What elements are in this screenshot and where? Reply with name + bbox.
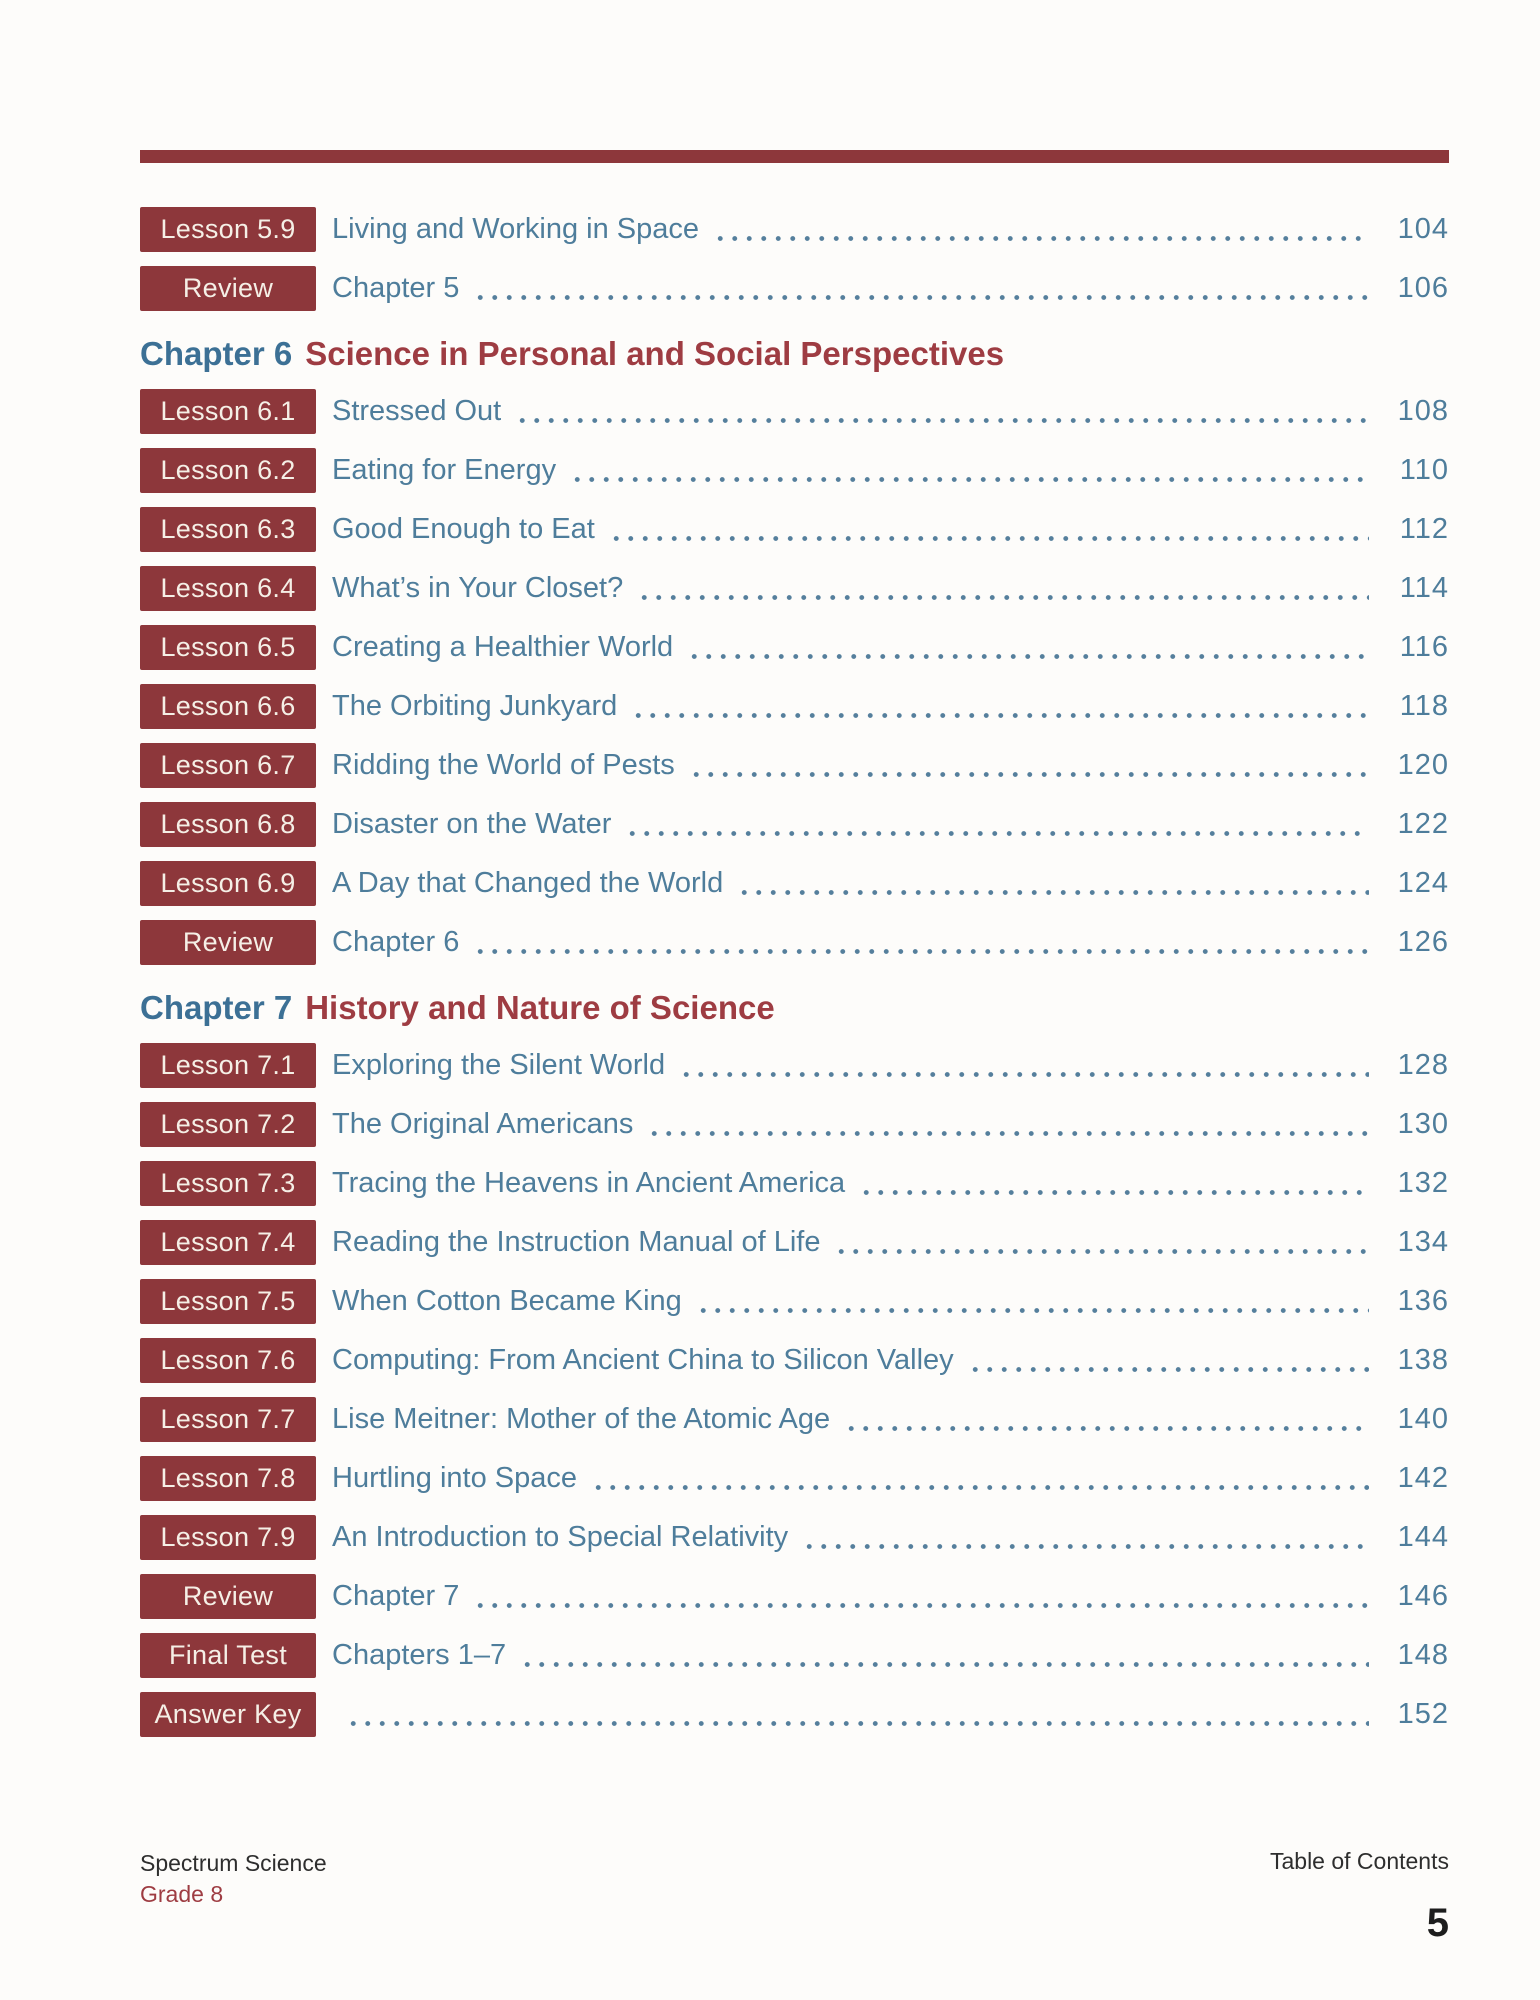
lesson-title: An Introduction to Special Relativity xyxy=(332,1521,789,1553)
dotted-leader xyxy=(844,1426,1369,1431)
lesson-page-number: 138 xyxy=(1397,1344,1449,1376)
toc-row xyxy=(140,1338,1449,1383)
lesson-title: Exploring the Silent World xyxy=(332,1049,666,1081)
lesson-title: Chapter 7 xyxy=(332,1580,460,1612)
lesson-page-number: 144 xyxy=(1397,1521,1449,1553)
section-label: Table of Contents xyxy=(1269,1848,1449,1874)
toc-row xyxy=(140,920,1449,965)
lesson-page-number: 118 xyxy=(1399,690,1449,722)
lesson-page-number: 104 xyxy=(1397,213,1449,245)
lesson-page-number: 124 xyxy=(1397,867,1449,899)
toc-row xyxy=(140,566,1449,611)
lesson-badge: Review xyxy=(140,920,316,965)
lesson-badge: Review xyxy=(140,266,316,311)
dotted-leader xyxy=(609,536,1369,541)
chapter-title: History and Nature of Science xyxy=(305,989,775,1026)
toc-row xyxy=(140,389,1449,434)
lesson-title: Creating a Healthier World xyxy=(332,631,674,663)
lesson-badge: Lesson 7.4 xyxy=(140,1220,316,1265)
lesson-page-number: 134 xyxy=(1397,1226,1449,1258)
lesson-page-number: 132 xyxy=(1397,1167,1449,1199)
dotted-leader xyxy=(520,1662,1369,1667)
top-rule-bar xyxy=(140,150,1449,163)
lesson-page-number: 142 xyxy=(1397,1462,1449,1494)
lesson-badge: Lesson 7.3 xyxy=(140,1161,316,1206)
dotted-leader xyxy=(687,654,1369,659)
lesson-title: Good Enough to Eat xyxy=(332,513,595,545)
lesson-title: Ridding the World of Pests xyxy=(332,749,675,781)
lesson-title: Hurtling into Space xyxy=(332,1462,578,1494)
lesson-page-number: 140 xyxy=(1397,1403,1449,1435)
toc-row xyxy=(140,1633,1449,1678)
lesson-page-number: 130 xyxy=(1397,1108,1449,1140)
lesson-badge: Review xyxy=(140,1574,316,1619)
dotted-leader xyxy=(515,418,1369,423)
toc-row xyxy=(140,1515,1449,1560)
chapter-heading xyxy=(140,987,1449,1029)
lesson-page-number: 106 xyxy=(1397,272,1449,304)
toc-row xyxy=(140,507,1449,552)
chapter-number: Chapter 7 xyxy=(140,989,293,1026)
toc-row xyxy=(140,1043,1449,1088)
lesson-badge: Lesson 6.1 xyxy=(140,389,316,434)
footer-left xyxy=(140,1848,327,1910)
toc-list xyxy=(140,207,1449,1737)
lesson-page-number: 148 xyxy=(1397,1639,1449,1671)
dotted-leader xyxy=(631,713,1369,718)
dotted-leader xyxy=(737,890,1369,895)
lesson-page-number: 120 xyxy=(1397,749,1449,781)
toc-row xyxy=(140,1692,1449,1737)
dotted-leader xyxy=(679,1072,1369,1077)
lesson-title: Disaster on the Water xyxy=(332,808,612,840)
lesson-title: Eating for Energy xyxy=(332,454,557,486)
toc-row xyxy=(140,448,1449,493)
grade-label: Grade 8 xyxy=(140,1881,224,1908)
lesson-title: Computing: From Ancient China to Silicon Valley xyxy=(332,1344,954,1376)
lesson-title: A Day that Changed the World xyxy=(332,867,724,899)
toc-row xyxy=(140,625,1449,670)
dotted-leader xyxy=(473,295,1369,300)
toc-row xyxy=(140,861,1449,906)
lesson-badge: Lesson 7.1 xyxy=(140,1043,316,1088)
toc-row xyxy=(140,1397,1449,1442)
dotted-leader xyxy=(591,1485,1369,1490)
lesson-title: Stressed Out xyxy=(332,395,502,427)
dotted-leader xyxy=(473,949,1369,954)
lesson-title: When Cotton Became King xyxy=(332,1285,682,1317)
page-footer xyxy=(140,1848,1449,1946)
dotted-leader xyxy=(834,1249,1369,1254)
dotted-leader xyxy=(637,595,1369,600)
lesson-title: Chapters 1–7 xyxy=(332,1639,507,1671)
lesson-title: The Original Americans xyxy=(332,1108,634,1140)
dotted-leader xyxy=(647,1131,1369,1136)
lesson-badge: Lesson 5.9 xyxy=(140,207,316,252)
dotted-leader xyxy=(473,1603,1369,1608)
lesson-badge: Lesson 7.7 xyxy=(140,1397,316,1442)
lesson-badge: Lesson 7.5 xyxy=(140,1279,316,1324)
lesson-page-number: 110 xyxy=(1399,454,1449,486)
toc-content xyxy=(140,150,1449,1751)
dotted-leader xyxy=(859,1190,1369,1195)
lesson-page-number: 112 xyxy=(1399,513,1449,545)
chapter-heading xyxy=(140,333,1449,375)
lesson-title: The Orbiting Junkyard xyxy=(332,690,618,722)
dotted-leader xyxy=(713,236,1369,241)
dotted-leader xyxy=(346,1721,1369,1726)
chapter-title: Science in Personal and Social Perspectives xyxy=(305,335,1005,372)
lesson-badge: Lesson 6.4 xyxy=(140,566,316,611)
chapter-number: Chapter 6 xyxy=(140,335,293,372)
lesson-page-number: 114 xyxy=(1399,572,1449,604)
folio-page-number: 5 xyxy=(1426,1901,1449,1945)
lesson-title: What’s in Your Closet? xyxy=(332,572,624,604)
lesson-badge: Lesson 6.6 xyxy=(140,684,316,729)
lesson-title: Lise Meitner: Mother of the Atomic Age xyxy=(332,1403,831,1435)
toc-row xyxy=(140,1102,1449,1147)
lesson-badge: Lesson 6.9 xyxy=(140,861,316,906)
lesson-badge: Lesson 6.7 xyxy=(140,743,316,788)
lesson-title: Chapter 6 xyxy=(332,926,460,958)
dotted-leader xyxy=(802,1544,1369,1549)
toc-row xyxy=(140,1456,1449,1501)
lesson-badge: Lesson 6.8 xyxy=(140,802,316,847)
lesson-page-number: 126 xyxy=(1397,926,1449,958)
toc-row xyxy=(140,207,1449,252)
toc-row xyxy=(140,266,1449,311)
lesson-page-number: 152 xyxy=(1397,1698,1449,1730)
lesson-badge: Lesson 7.8 xyxy=(140,1456,316,1501)
dotted-leader xyxy=(689,772,1369,777)
lesson-badge: Answer Key xyxy=(140,1692,316,1737)
lesson-title: Living and Working in Space xyxy=(332,213,700,245)
lesson-badge: Lesson 6.3 xyxy=(140,507,316,552)
lesson-page-number: 116 xyxy=(1399,631,1449,663)
dotted-leader xyxy=(625,831,1369,836)
lesson-badge: Lesson 6.5 xyxy=(140,625,316,670)
lesson-page-number: 146 xyxy=(1397,1580,1449,1612)
dotted-leader xyxy=(696,1308,1369,1313)
toc-row xyxy=(140,684,1449,729)
dotted-leader xyxy=(570,477,1369,482)
lesson-title: Tracing the Heavens in Ancient America xyxy=(332,1167,846,1199)
lesson-page-number: 108 xyxy=(1397,395,1449,427)
lesson-badge: Lesson 7.2 xyxy=(140,1102,316,1147)
book-title: Spectrum Science xyxy=(140,1850,327,1876)
lesson-title: Chapter 5 xyxy=(332,272,460,304)
lesson-badge: Lesson 7.6 xyxy=(140,1338,316,1383)
toc-row xyxy=(140,1279,1449,1324)
toc-row xyxy=(140,743,1449,788)
lesson-page-number: 122 xyxy=(1397,808,1449,840)
lesson-badge: Final Test xyxy=(140,1633,316,1678)
lesson-badge: Lesson 7.9 xyxy=(140,1515,316,1560)
toc-row xyxy=(140,1220,1449,1265)
footer-right xyxy=(1270,1848,1449,1946)
lesson-badge: Lesson 6.2 xyxy=(140,448,316,493)
toc-row xyxy=(140,1161,1449,1206)
dotted-leader xyxy=(968,1367,1369,1372)
lesson-title: Reading the Instruction Manual of Life xyxy=(332,1226,821,1258)
lesson-page-number: 128 xyxy=(1397,1049,1449,1081)
toc-row xyxy=(140,802,1449,847)
toc-row xyxy=(140,1574,1449,1619)
lesson-page-number: 136 xyxy=(1397,1285,1449,1317)
